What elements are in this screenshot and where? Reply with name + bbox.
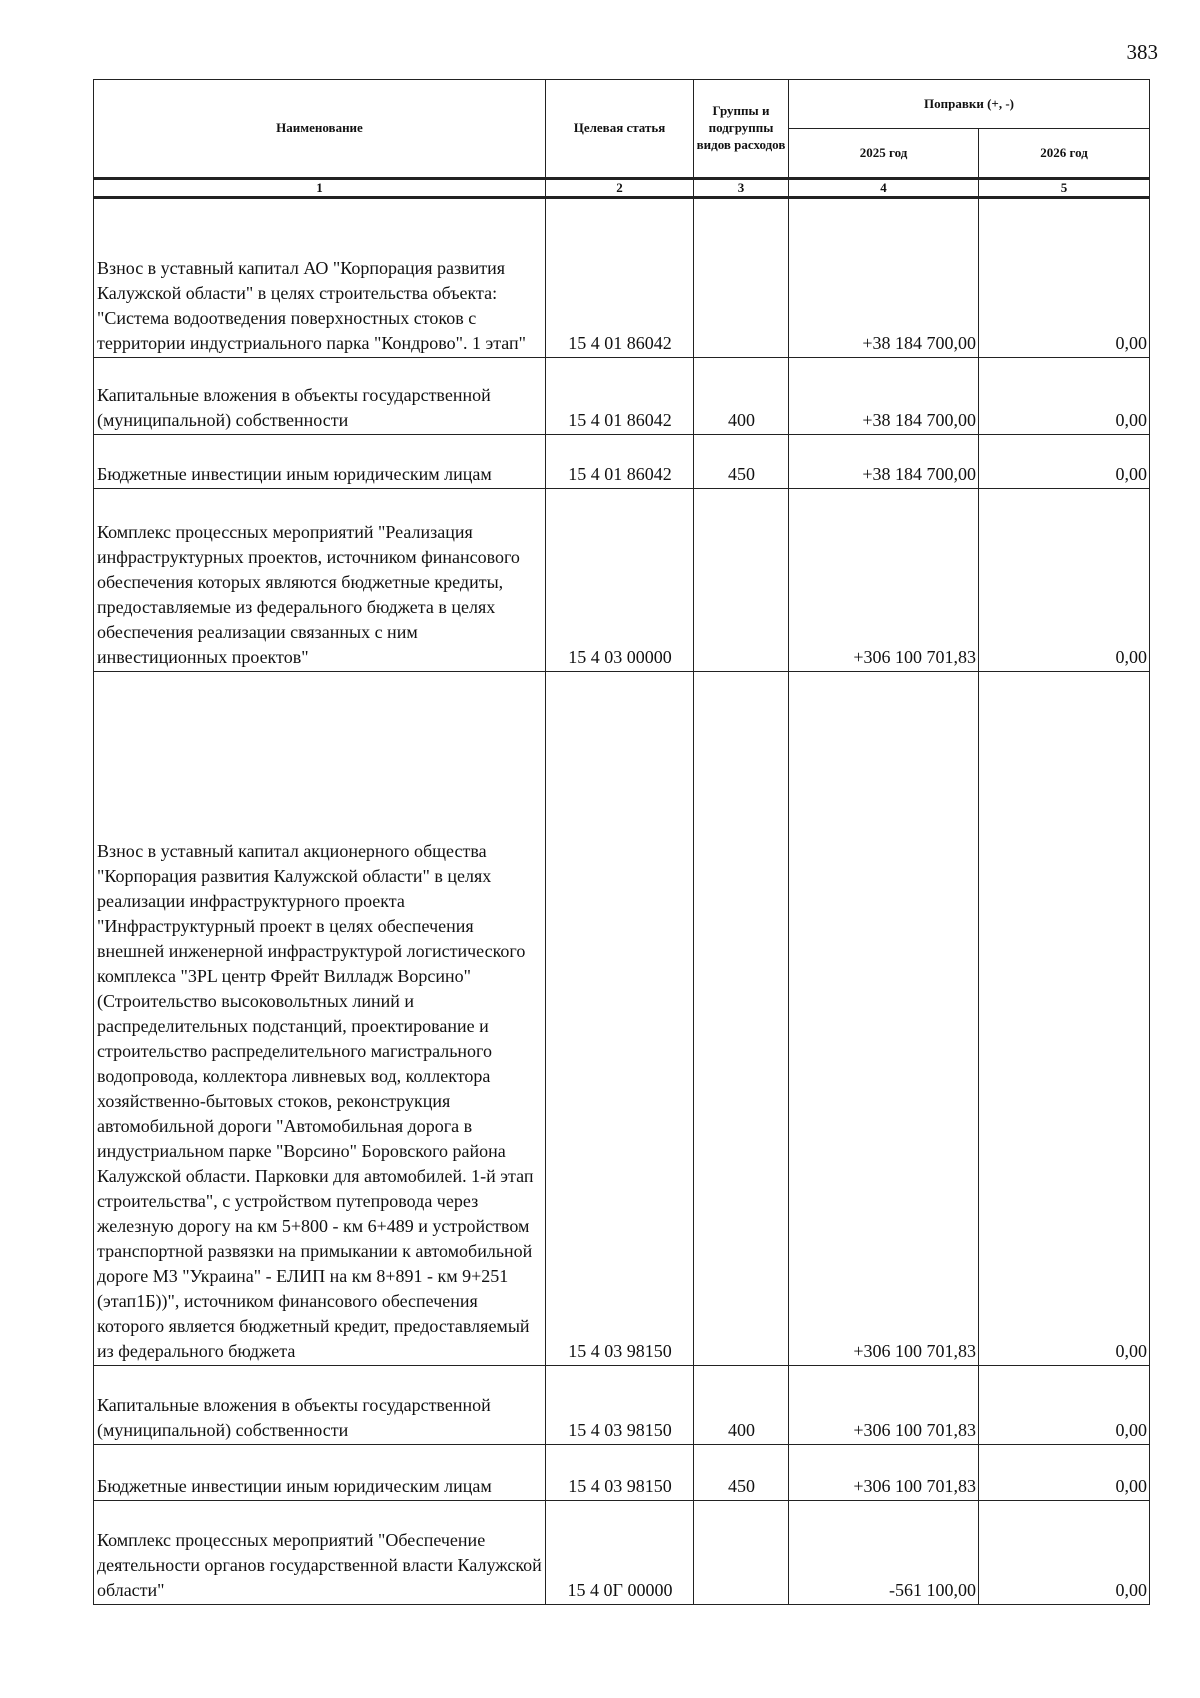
header-year-2026: 2026 год [979, 129, 1150, 179]
table-row [94, 489, 1150, 672]
table-row [94, 358, 1150, 435]
row-amount-2025: +38 184 700,00 [789, 358, 979, 435]
column-number: 1 [94, 179, 546, 198]
row-expense-group [694, 1501, 789, 1605]
row-name: Капитальные вложения в объекты государственной (муниципальной) собственности [94, 358, 546, 435]
row-amount-2025: +38 184 700,00 [789, 198, 979, 358]
column-number: 2 [546, 179, 694, 198]
row-name: Капитальные вложения в объекты государственной (муниципальной) собственности [94, 1366, 546, 1445]
row-name: Взнос в уставный капитал акционерного общества "Корпорация развития Калужской области" в целях реализации инфраструктурного проекта "Инфраструктурный проект в целях обеспечения внешней инженерной инфраструктурой логистического комплекса "3PL центр Фрейт Вилладж Ворсино" (Строительство высоковольтных линий и распределительных подстанций, проектирование и строительство распределительного магистрального водопровода, коллектора ливневых вод, коллектора хозяйственно-бытовых стоков, реконструкция автомобильной дороги "Автомобильная дорога в индустриальном парке "Ворсино" Боровского района Калужской области. Парковки для автомобилей. 1-й этап строительства", с устройством путепровода через железную дорогу на км 5+800 - км 6+489 и устройством транспортной развязки на примыкании к автомобильной дороге М3 "Украина" - ЕЛИП на км 8+891 - км 9+251 (этап1Б))", источником финансового обеспечения которого является бюджетный кредит, предоставляемый из федерального бюджета [94, 672, 546, 1366]
row-amount-2026: 0,00 [979, 489, 1150, 672]
row-amount-2025: +38 184 700,00 [789, 435, 979, 489]
table-row [94, 1366, 1150, 1445]
row-expense-group [694, 198, 789, 358]
row-amount-2026: 0,00 [979, 198, 1150, 358]
row-name: Бюджетные инвестиции иным юридическим лицам [94, 1445, 546, 1501]
header-name: Наименование [94, 80, 546, 179]
row-name: Комплекс процессных мероприятий "Обеспечение деятельности органов государственной власти Калужской области" [94, 1501, 546, 1605]
row-amount-2025: +306 100 701,83 [789, 489, 979, 672]
row-target-code: 15 4 01 86042 [546, 435, 694, 489]
page-number: 383 [1126, 40, 1158, 64]
row-amount-2026: 0,00 [979, 1445, 1150, 1501]
row-amount-2025: +306 100 701,83 [789, 1366, 979, 1445]
row-target-code: 15 4 0Г 00000 [546, 1501, 694, 1605]
header-year-2025: 2025 год [789, 129, 979, 179]
row-expense-group [694, 489, 789, 672]
row-amount-2025: +306 100 701,83 [789, 1445, 979, 1501]
row-target-code: 15 4 03 98150 [546, 672, 694, 1366]
row-amount-2026: 0,00 [979, 1366, 1150, 1445]
row-amount-2026: 0,00 [979, 672, 1150, 1366]
table-row [94, 198, 1150, 358]
row-amount-2026: 0,00 [979, 358, 1150, 435]
row-expense-group: 400 [694, 358, 789, 435]
row-name: Бюджетные инвестиции иным юридическим лицам [94, 435, 546, 489]
column-number: 3 [694, 179, 789, 198]
row-target-code: 15 4 03 98150 [546, 1445, 694, 1501]
header-amendments: Поправки (+, -) [789, 80, 1150, 129]
table-row [94, 1445, 1150, 1501]
row-expense-group: 450 [694, 435, 789, 489]
row-amount-2026: 0,00 [979, 1501, 1150, 1605]
header-target-article: Целевая статья [546, 80, 694, 179]
row-target-code: 15 4 01 86042 [546, 198, 694, 358]
row-name: Взнос в уставный капитал АО "Корпорация развития Калужской области" в целях строительства объекта: "Система водоотведения поверхностных стоков с территории индустриального парка "Кондрово". 1 этап" [94, 198, 546, 358]
row-amount-2026: 0,00 [979, 435, 1150, 489]
row-name: Комплекс процессных мероприятий "Реализация инфраструктурных проектов, источником финансового обеспечения которых являются бюджетные кредиты, предоставляемые из федерального бюджета в целях обеспечения реализации связанных с ним инвестиционных проектов" [94, 489, 546, 672]
row-expense-group: 450 [694, 1445, 789, 1501]
row-target-code: 15 4 01 86042 [546, 358, 694, 435]
row-amount-2025: +306 100 701,83 [789, 672, 979, 1366]
row-expense-group: 400 [694, 1366, 789, 1445]
row-expense-group [694, 672, 789, 1366]
budget-amendments-table [93, 79, 1150, 1605]
table-row [94, 435, 1150, 489]
header-expense-groups: Группы и подгруппы видов расходов [694, 80, 789, 179]
table-row [94, 1501, 1150, 1605]
row-target-code: 15 4 03 98150 [546, 1366, 694, 1445]
column-number: 5 [979, 179, 1150, 198]
table-row [94, 672, 1150, 1366]
row-amount-2025: -561 100,00 [789, 1501, 979, 1605]
row-target-code: 15 4 03 00000 [546, 489, 694, 672]
column-number: 4 [789, 179, 979, 198]
